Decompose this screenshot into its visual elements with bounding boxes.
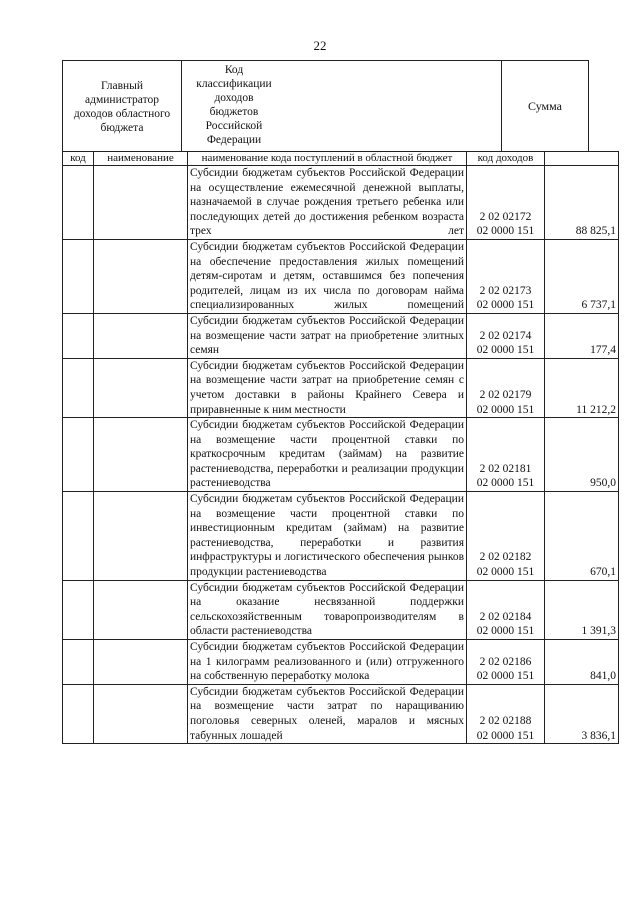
row-description: Субсидии бюджетам субъектов Российской Федерации на 1 килограмм реализованного и (или) отгруженного на собственную переработку молока — [188, 640, 467, 685]
row-amount: 670,1 — [545, 492, 619, 581]
row-description: Субсидии бюджетам субъектов Российской Федерации на возмещение части затрат на приобретение элитных семян — [188, 313, 467, 358]
table-row — [63, 640, 619, 685]
table-row — [63, 166, 619, 240]
row-admin-name — [94, 580, 188, 639]
header-admin-label: Главный администратор доходов областного бюджета — [73, 80, 171, 134]
row-income-code: 2 02 02172 02 0000 151 — [467, 166, 545, 240]
row-income-code: 2 02 02174 02 0000 151 — [467, 313, 545, 358]
row-description: Субсидии бюджетам субъектов Российской Федерации на осуществление ежемесячной денежной выплаты, назначаемой в случае рождения третьего ребенка или последующих детей до достижения ребенком возраста трех лет — [188, 166, 467, 240]
header-admin-cell — [62, 60, 182, 152]
row-income-code: 2 02 02186 02 0000 151 — [467, 640, 545, 685]
table-row — [63, 239, 619, 313]
table-row — [63, 492, 619, 581]
row-admin-code — [63, 239, 94, 313]
table-row — [63, 580, 619, 639]
row-income-code: 2 02 02173 02 0000 151 — [467, 239, 545, 313]
row-admin-name — [94, 166, 188, 240]
column-code: код — [63, 152, 94, 166]
table-row — [63, 684, 619, 743]
row-income-code: 2 02 02181 02 0000 151 — [467, 418, 545, 492]
row-amount: 6 737,1 — [545, 239, 619, 313]
row-admin-code — [63, 358, 94, 417]
row-admin-name — [94, 492, 188, 581]
row-amount: 841,0 — [545, 640, 619, 685]
row-amount: 11 212,2 — [545, 358, 619, 417]
row-amount: 950,0 — [545, 418, 619, 492]
row-admin-code — [63, 684, 94, 743]
row-description: Субсидии бюджетам субъектов Российской Федерации на обеспечение предоставления жилых помещений детям-сиротам и детям, оставшимся без попечения родителей, лицам из их числа по договорам найма специализированных жилых помещений — [188, 239, 467, 313]
income-table — [62, 151, 619, 744]
row-admin-name — [94, 239, 188, 313]
row-amount: 177,4 — [545, 313, 619, 358]
row-admin-name — [94, 313, 188, 358]
table-row — [63, 358, 619, 417]
row-income-code: 2 02 02188 02 0000 151 — [467, 684, 545, 743]
row-description: Субсидии бюджетам субъектов Российской Федерации на возмещение части процентной ставки по краткосрочным кредитам (займам) на развитие растениеводства, переработки и реализации продукции растениеводства — [188, 418, 467, 492]
row-income-code: 2 02 02184 02 0000 151 — [467, 580, 545, 639]
row-admin-name — [94, 640, 188, 685]
row-admin-code — [63, 313, 94, 358]
row-amount: 88 825,1 — [545, 166, 619, 240]
row-income-code: 2 02 02182 02 0000 151 — [467, 492, 545, 581]
row-description: Субсидии бюджетам субъектов Российской Федерации на возмещение части затрат на приобретение семян с учетом доставки в районы Крайнего Севера и приравненные к ним местности — [188, 358, 467, 417]
row-admin-name — [94, 684, 188, 743]
row-admin-code — [63, 640, 94, 685]
row-admin-name — [94, 418, 188, 492]
column-header-row — [63, 152, 619, 166]
row-admin-code — [63, 418, 94, 492]
page-number: 22 — [313, 38, 327, 53]
header-sum-cell — [501, 60, 589, 152]
row-admin-code — [63, 580, 94, 639]
row-amount: 1 391,3 — [545, 580, 619, 639]
header-code-label: Код классификации доходов бюджетов Российской Федерации — [196, 64, 272, 146]
row-amount: 3 836,1 — [545, 684, 619, 743]
row-description: Субсидии бюджетам субъектов Российской Федерации на возмещение части затрат по наращиванию поголовья северных оленей, маралов и мясных табунных лошадей — [188, 684, 467, 743]
row-income-code: 2 02 02179 02 0000 151 — [467, 358, 545, 417]
row-description: Субсидии бюджетам субъектов Российской Федерации на возмещение части процентной ставки по инвестиционным кредитам (займам) на развитие растениеводства, переработки и развития инфраструктуры и логистического обеспечения рынков продукции растениеводства — [188, 492, 467, 581]
header-sum-label: Сумма — [528, 99, 562, 113]
table-row — [63, 418, 619, 492]
column-income-name: наименование кода поступлений в областной бюджет — [188, 152, 467, 166]
row-admin-code — [63, 166, 94, 240]
column-sum — [545, 152, 619, 166]
row-admin-code — [63, 492, 94, 581]
column-income-code: код доходов — [467, 152, 545, 166]
row-admin-name — [94, 358, 188, 417]
header-code-cell — [181, 60, 502, 152]
row-description: Субсидии бюджетам субъектов Российской Федерации на оказание несвязанной поддержки сельскохозяйственным товаропроизводителям в области растениеводства — [188, 580, 467, 639]
table-row — [63, 313, 619, 358]
column-name: наименование — [94, 152, 188, 166]
